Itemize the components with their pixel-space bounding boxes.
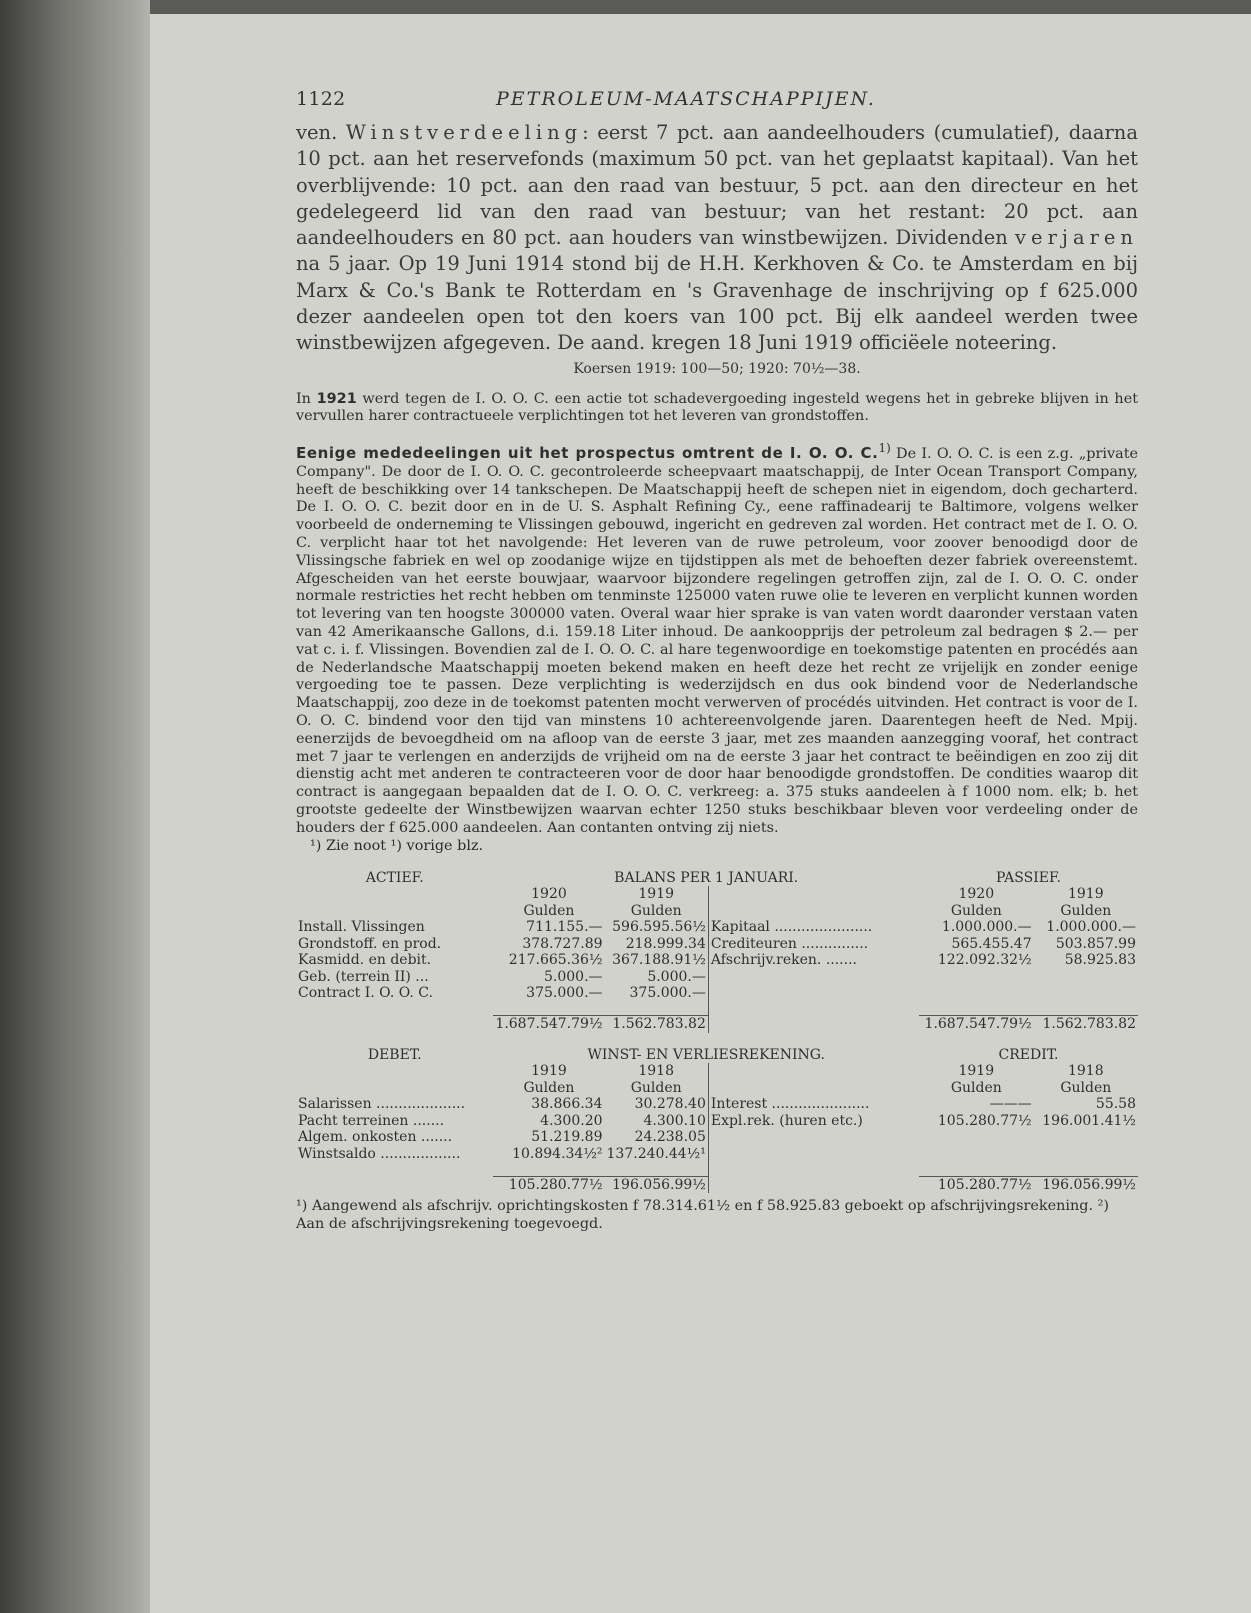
- prospectus-heading: Eenige mededeelingen uit het prospectus omtrent de I. O. O. C.: [296, 444, 879, 463]
- debet-value: 4.300.10: [643, 1112, 706, 1129]
- p1921-year: 1921: [316, 390, 357, 407]
- passief-value: 122.092.32½: [937, 952, 1032, 969]
- actief-label: Geb. (terrein II) ...: [298, 968, 429, 985]
- balans-total-passief-1920: 1.687.547.79½: [919, 1016, 1034, 1033]
- balans-row: [296, 919, 1138, 936]
- credit-label: Expl.rek. (huren etc.): [708, 1113, 919, 1130]
- passief-value: 58.925.83: [1064, 952, 1136, 969]
- winst-total-credit-1918: 196.056.99½: [1034, 1176, 1138, 1193]
- winst-total-debet-1918: 196.056.99½: [605, 1176, 709, 1193]
- credit-value: 196.001.41½: [1042, 1112, 1136, 1129]
- debet-value: 30.278.40: [634, 1096, 706, 1113]
- intro-paragraph: [296, 120, 1138, 357]
- balans-unit: Gulden: [523, 902, 575, 919]
- debet-value: 4.300.20: [540, 1112, 603, 1129]
- intro-text-2: : eerst 7 pct. aan aandeelhouders (cumulatief), daarna 10 pct. aan het reservefonds (maximum 50 pct. van het geplaatst kapitaal). Van het overblijvende: 10 pct. aan den raad van bestuur, 5 pct. aan den directeur en het gedelegeerd lid van den raad van bestuur; van het restant: 20 pct. aan aandeelhouders en 80 pct. aan houders van winstbewijzen. Dividenden: [296, 121, 1138, 250]
- winst-row: [296, 1146, 1138, 1163]
- winst-total-row: [296, 1176, 1138, 1193]
- winst-unit: Gulden: [1060, 1079, 1112, 1096]
- balans-years-row: [296, 886, 1138, 903]
- debet-value: 38.866.34: [531, 1096, 603, 1113]
- actief-label: Kasmidd. en debit.: [298, 952, 432, 969]
- debet-value: 24.238.05: [634, 1129, 706, 1146]
- credit-value: 105.280.77½: [937, 1112, 1032, 1129]
- intro-section: [296, 120, 1138, 357]
- balans-year-1920-left: 1920: [531, 886, 567, 903]
- passief-value: 1.000.000.—: [941, 919, 1032, 936]
- winst-row: [296, 1129, 1138, 1146]
- book-edge: [0, 0, 160, 1613]
- winst-row: [296, 1113, 1138, 1130]
- credit-title: CREDIT.: [998, 1046, 1059, 1063]
- debet-label: Salarissen ....................: [298, 1096, 466, 1113]
- winst-year-1918-left: 1918: [638, 1063, 674, 1080]
- balans-year-1919-right: 1919: [1067, 886, 1104, 903]
- winst-year-1919-right: 1919: [958, 1063, 995, 1080]
- prospectus-paragraph: [296, 440, 1138, 837]
- page-number: 1122: [296, 88, 346, 110]
- winst-year-1918-right: 1918: [1067, 1063, 1104, 1080]
- p1921-text: werd tegen de I. O. O. C. een actie tot schadevergoeding ingesteld wegens het in gebreke blijven in het vervullen harer contractueele verplichtingen tot het leveren van grondstoffen.: [296, 390, 1138, 425]
- intro-text-3: na 5 jaar. Op 19 Juni 1914 stond bij de H.H. Kerkhoven & Co. te Amsterdam en bij Marx & Co.'s Bank te Rotterdam en 's Gravenhage de inschrijving op f 625.000 dezer aandeelen open tot den koers van 100 pct. Bij elk aandeel werden twee winstbewijzen afgegeven. De aand. kregen 18 Juni 1919 officiëele noteering.: [296, 252, 1138, 355]
- winst-unit-row: [296, 1080, 1138, 1097]
- footnote-2: ¹) Aangewend als afschrijv. oprichtingskosten f 78.314.61½ en f 58.925.83 geboekt op afschrijvingsrekening. ²) Aan de afschrijvingsrekening toegevoegd.: [296, 1198, 1109, 1233]
- winst-years-row: [296, 1063, 1138, 1080]
- actief-value: 5.000.—: [647, 968, 706, 985]
- winst-row: [296, 1096, 1138, 1113]
- balans-year-1919-left: 1919: [638, 886, 674, 903]
- credit-value: 55.58: [1095, 1096, 1136, 1113]
- p1921-prefix: In: [296, 390, 317, 407]
- winst-unit: Gulden: [950, 1079, 1002, 1096]
- winst-unit: Gulden: [630, 1079, 682, 1096]
- balans-title: BALANS PER 1 JANUARI.: [614, 869, 799, 886]
- actief-value: 217.665.36½: [508, 952, 603, 969]
- actief-value: 367.188.91½: [612, 952, 706, 969]
- debet-label: Pacht terreinen .......: [298, 1112, 445, 1129]
- winstverdeeling-term: Winstverdeeling: [345, 121, 583, 144]
- verjaren-term: verjaren: [1015, 226, 1138, 250]
- actief-value: 596.595.56½: [612, 919, 706, 936]
- winst-title: WINST- EN VERLIESREKENING.: [587, 1046, 825, 1063]
- balans-unit: Gulden: [630, 902, 682, 919]
- winst-year-1919-left: 1919: [531, 1063, 567, 1080]
- running-header: [296, 88, 1138, 110]
- debet-label: Winstsaldo ..................: [298, 1145, 461, 1162]
- actief-value: 5.000.—: [543, 968, 603, 985]
- actief-value: 711.155.—: [526, 919, 603, 936]
- balans-table: [296, 870, 1138, 1194]
- passief-value: 503.857.99: [1055, 935, 1136, 952]
- intro-text-1: ven.: [296, 121, 346, 144]
- balans-unit: Gulden: [1060, 902, 1112, 919]
- actief-value: 218.999.34: [625, 935, 706, 952]
- actief-value: 375.000.—: [629, 985, 706, 1002]
- prospectus-text: De I. O. O. C. is een z.g. „private Company". De door de I. O. O. C. gecontroleerde scheepvaart maatschappij, de Inter Ocean Transport Company, heeft de beschikking over 14 tankschepen. De Maatschappij heeft de schepen niet in eigendom, doch gecharterd. De I. O. O. C. bezit door en in de U. S. Asphalt Refining Cy., eene raffinadearij te Baltimore, volgens welker voorbeeld de onderneming te Vlissingen gebouwd, ingericht en gedreven zal worden. Het contract met de I. O. O. C. verplicht haar tot het navolgende: Het leveren van de ruwe petroleum, voor zoover benoodigd door de Vlissingsche fabriek en wel op zoodanige wijze en tijdstippen als met de behoeften dezer fabriek overeenstemt. Afgescheiden van het eerste bouwjaar, waarvoor bijzondere regelingen getroffen zijn, zal de I. O. O. C. onder normale restricties het recht hebben om tenminste 125000 vaten ruwe olie te leveren en verplicht kunnen worden tot levering van ten hoogste 300000 vaten. Overal waar hier sprake is van vaten wordt daaronder verstaan vaten van 42 Amerikaansche Gallons, d.i. 159.18 Liter inhoud. De aankoopprijs der petroleum zal bedragen $ 2.— per vat c. i. f. Vlissingen. Bovendien zal de I. O. O. C. al hare tegenwoordige en toekomstige patenten en procédés aan de Nederlandsche Maatschappij moeten bekend maken en heeft deze het recht ze vrijelijk en zonder eenige vergoeding toe te passen. Deze verplichting is wederzijdsch en dus ook bindend voor de Nederlandsche Maatschappij, zoo deze in de toekomst patenten mocht verwerven of procédés uitvinden. Het contract is voor de I. O. O. C. bindend voor den tijd van minstens 10 achtereenvolgende jaren. Daarentegen heeft de Ned. Mpij. eenerzijds de bevoegdheid om na afloop van de eerste 3 jaar, met zes maanden aanzegging vooraf, het contract met 7 jaar te verlengen en anderzijds de vrijheid om na de eerste 3 jaar het contract te beëindigen en zoo zij dit dienstig acht met anderen te contracteeren voor de door haar benoodigde grondstoffen. De condities waarop dit contract is aangegaan bepaalden dat de I. O. O. C. verkreeg: a. 375 stuks aandeelen à f 1000 nom. elk; b. het grootste gedeelte der Winstbewijzen waarvan echter 1250 stuks beschikbaar bleven voor verdeeling onder de houders der f 625.000 aandeelen. Aan contanten ontving zij niets.: [296, 446, 1138, 836]
- koersen-line: Koersen 1919: 100—50; 1920: 70½—38.: [573, 360, 861, 377]
- passief-title: PASSIEF.: [996, 869, 1061, 886]
- actief-value: 375.000.—: [526, 985, 603, 1002]
- balans-row: [296, 952, 1138, 969]
- winst-unit: Gulden: [523, 1079, 575, 1096]
- actief-label: Install. Vlissingen: [298, 919, 425, 936]
- balans-total-actief-1920: 1.687.547.79½: [495, 1016, 603, 1033]
- footnote-1: ¹) Zie noot ¹) vorige blz.: [310, 837, 484, 854]
- balans-row: [296, 936, 1138, 953]
- paragraph-1921: [296, 391, 1138, 427]
- prospectus-heading-footnote: 1): [878, 441, 891, 456]
- winst-title-row: [296, 1047, 1138, 1064]
- actief-label: Contract I. O. O. C.: [298, 985, 433, 1002]
- debet-title: DEBET.: [367, 1046, 422, 1063]
- passief-value: 1.000.000.—: [1046, 919, 1136, 936]
- balans-unit: Gulden: [950, 902, 1002, 919]
- balans-title-row: [296, 870, 1138, 887]
- passief-value: 565.455.47: [951, 935, 1032, 952]
- page-content: [296, 88, 1138, 1233]
- balans-year-1920-right: 1920: [958, 886, 995, 903]
- running-title: PETROLEUM-MAATSCHAPPIJEN.: [496, 88, 876, 110]
- actief-title: ACTIEF.: [365, 869, 424, 886]
- debet-label: Algem. onkosten .......: [298, 1129, 453, 1146]
- balans-unit-row: [296, 903, 1138, 920]
- passief-label: Afschrijv.reken. .......: [708, 952, 919, 969]
- debet-value: 10.894.34½²: [512, 1145, 603, 1162]
- debet-value: 51.219.89: [531, 1129, 603, 1146]
- balans-total-actief-1919: 1.562.783.82: [605, 1016, 709, 1033]
- winst-total-debet-1919: 105.280.77½: [493, 1176, 604, 1193]
- balans-total-passief-1919: 1.562.783.82: [1034, 1016, 1138, 1033]
- balans-total-row: [296, 1016, 1138, 1033]
- balans-row: [296, 985, 1138, 1002]
- balans-row: [296, 969, 1138, 986]
- credit-value: ———: [989, 1096, 1032, 1113]
- winst-total-credit-1919: 105.280.77½: [919, 1176, 1034, 1193]
- credit-label: Interest ......................: [708, 1096, 919, 1113]
- debet-value: 137.240.44½¹: [606, 1145, 706, 1162]
- actief-label: Grondstoff. en prod.: [298, 935, 442, 952]
- passief-label: Crediteuren ...............: [708, 936, 919, 953]
- actief-value: 378.727.89: [522, 935, 603, 952]
- passief-label: Kapitaal ......................: [708, 919, 919, 936]
